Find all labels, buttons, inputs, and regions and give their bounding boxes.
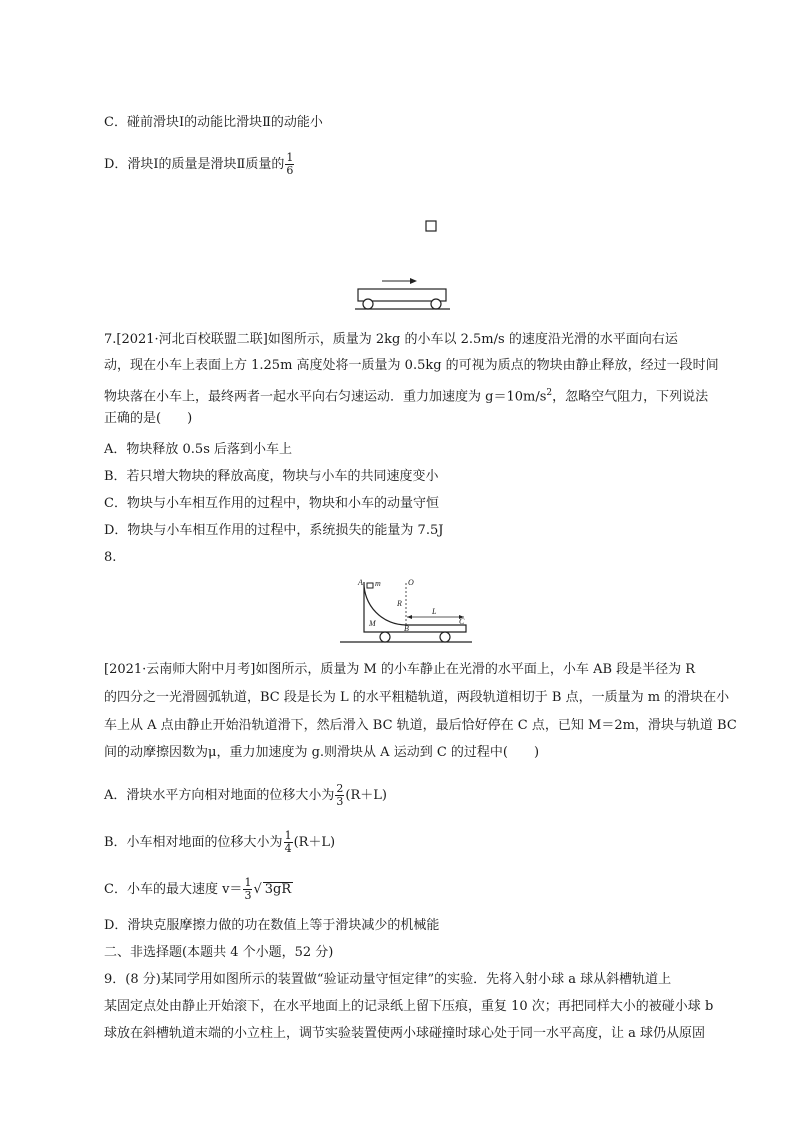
- q6-option-d-text: D．滑块Ⅰ的质量是滑块Ⅱ质量的: [104, 157, 285, 172]
- q9-stem-line-2: 某固定点处由静止开始滚下，在水平地面上的记录纸上留下压痕，重复 10 次；再把同样大小的被碰小球 b: [104, 999, 714, 1014]
- cart-wheel-left: [363, 299, 373, 309]
- q8-option-a: A．滑块水平方向相对地面的位移大小为 $\frac{2}{3}$ (R＋L): [104, 782, 387, 808]
- q7-stem-line-2: 动，现在小车上表面上方 1.25m 高度处将一质量为 0.5kg 的可视为质点的物块由静止释放，经过一段时间: [104, 358, 719, 373]
- label-r: R: [397, 599, 402, 608]
- cart-wheel-right: [431, 299, 441, 309]
- slider-block: [367, 583, 373, 588]
- q8-option-c: C．小车的最大速度 v＝ $\frac{1}{3}$ √ 3gR: [104, 876, 292, 902]
- section-title: 二、非选择题(本题共 4 个小题，52 分): [104, 945, 334, 960]
- cart-wheel-left: [380, 632, 390, 642]
- q8-stem-line-2: 的四分之一光滑圆弧轨道，BC 段是长为 L 的水平粗糙轨道，两段轨道相切于 B 点，一质量为 m 的滑块在小: [104, 690, 730, 705]
- label-m-large: M: [369, 619, 376, 628]
- q7-option-d: D．物块与小车相互作用的过程中，系统损失的能量为 7.5J: [104, 523, 444, 538]
- q7-option-a: A．物块释放 0.5s 后落到小车上: [104, 442, 292, 457]
- q9-stem-line-1: 9．(8 分)某同学用如图所示的装置做“验证动量守恒定律”的实验．先将入射小球 a 球从斜槽轨道上: [104, 972, 672, 987]
- label-m-small: m: [375, 579, 381, 588]
- cart-wheel-right: [440, 632, 450, 642]
- q9-stem-line-3: 球放在斜槽轨道末端的小立柱上，调节实验装置使两小球碰撞时球心处于同一水平高度，让 a 球仍从原固: [104, 1026, 706, 1041]
- q8-option-b: B．小车相对地面的位移大小为 $\frac{1}{4}$ (R＋L): [104, 829, 336, 855]
- q7-option-c: C．物块与小车相互作用的过程中，物块和小车的动量守恒: [104, 496, 439, 511]
- label-o: O: [408, 578, 414, 587]
- q6-option-d: [104, 152, 295, 177]
- q8-stem-line-3: 车上从 A 点由静止开始沿轨道滑下，然后滑入 BC 轨道，最后恰好停在 C 点，已知 M＝2m，滑块与轨道 BC: [104, 718, 737, 733]
- cart-body: [358, 289, 446, 301]
- q8-option-a-fraction: $\frac{2}{3}$: [336, 782, 344, 808]
- label-l: L: [432, 607, 437, 616]
- cart-body: [364, 582, 466, 632]
- q8-stem-line-1: [2021·云南师大附中月考]如图所示，质量为 M 的小车静止在光滑的水平面上，小车 AB 段是半径为 R: [104, 662, 696, 677]
- q8-option-c-radicand: 3gR: [264, 882, 292, 897]
- q7-stem-line-4: 正确的是( ): [104, 411, 193, 426]
- q6-option-c: C．碰前滑块Ⅰ的动能比滑块Ⅱ的动能小: [104, 115, 323, 130]
- label-a: A: [358, 578, 363, 587]
- q8-number: 8.: [104, 550, 117, 565]
- q7-stem-line-1: 7.[2021·河北百校联盟二联]如图所示，质量为 2kg 的小车以 2.5m/s 的速度沿光滑的水平面向右运: [104, 332, 678, 347]
- q8-figure-track-cart: [340, 576, 472, 648]
- velocity-arrow-head: [410, 278, 417, 284]
- falling-block: [426, 221, 436, 231]
- q6-option-d-fraction: $\frac{1}{6}$: [286, 151, 294, 177]
- q8-option-d: D．滑块克服摩擦力做的功在数值上等于滑块减少的机械能: [104, 918, 440, 933]
- q7-option-b: B．若只增大物块的释放高度，物块与小车的共同速度变小: [104, 469, 439, 484]
- q8-stem-line-4: 间的动摩擦因数为μ，重力加速度为 g.则滑块从 A 运动到 C 的过程中( ): [104, 745, 540, 760]
- q7-stem-line-3: 物块落在小车上，最终两者一起水平向右匀速运动．重力加速度为 $g=10m/s^2$，忽略空气阻力，下列说法: [104, 388, 709, 405]
- q8-option-c-fraction: $\frac{1}{3}$: [244, 876, 252, 902]
- label-b: B: [404, 624, 409, 633]
- q7-figure-cart: [355, 215, 450, 315]
- label-c: C: [459, 617, 465, 626]
- sqrt-symbol: √: [253, 882, 262, 897]
- q8-option-b-fraction: $\frac{1}{4}$: [284, 829, 292, 855]
- length-arrow-head-left: [407, 615, 412, 619]
